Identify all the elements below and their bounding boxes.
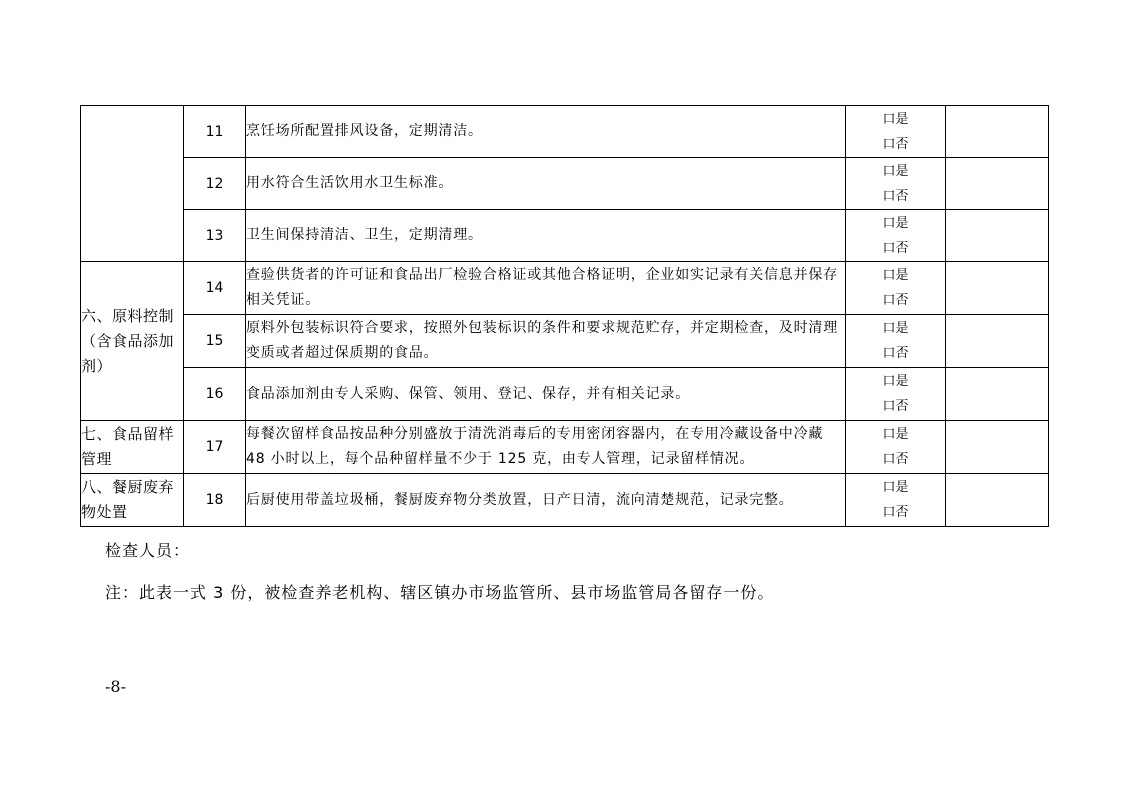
yes-no-options — [846, 210, 946, 262]
option-no[interactable]: 口否 — [882, 293, 909, 308]
item-number: 14 — [184, 262, 246, 315]
table-row — [81, 158, 1049, 210]
remarks-cell — [946, 368, 1049, 421]
remarks-cell — [946, 158, 1049, 210]
option-yes[interactable]: 口是 — [882, 427, 909, 442]
footnote: 注：此表一式 3 份，被检查养老机构、辖区镇办市场监管所、县市场监管局各留存一份。 — [105, 583, 775, 602]
option-no[interactable]: 口否 — [882, 188, 909, 204]
yes-no-options — [846, 474, 946, 527]
option-yes[interactable]: 口是 — [882, 163, 909, 179]
inspection-checklist-table — [80, 105, 1049, 527]
page-number: -8- — [105, 677, 126, 696]
remarks-cell — [946, 210, 1049, 262]
table-row — [81, 368, 1049, 421]
option-yes[interactable]: 口是 — [882, 321, 909, 336]
item-text: 烹饪场所配置排风设备，定期清洁。 — [246, 106, 846, 158]
option-yes[interactable]: 口是 — [882, 215, 909, 231]
item-number: 13 — [184, 210, 246, 262]
remarks-cell — [946, 262, 1049, 315]
table-row — [81, 210, 1049, 262]
option-no[interactable]: 口否 — [882, 505, 909, 520]
table-row — [81, 262, 1049, 315]
remarks-cell — [946, 474, 1049, 527]
yes-no-options — [846, 262, 946, 315]
yes-no-options — [846, 421, 946, 474]
option-no[interactable]: 口否 — [882, 452, 909, 467]
item-number: 16 — [184, 368, 246, 421]
item-number: 12 — [184, 158, 246, 210]
option-yes[interactable]: 口是 — [882, 480, 909, 495]
table-row — [81, 106, 1049, 158]
item-number: 11 — [184, 106, 246, 158]
item-text: 后厨使用带盖垃圾桶，餐厨废弃物分类放置，日产日清，流向清楚规范，记录完整。 — [246, 474, 846, 527]
option-yes[interactable]: 口是 — [882, 268, 909, 283]
item-text: 查验供货者的许可证和食品出厂检验合格证或其他合格证明，企业如实记录有关信息并保存相关凭证。 — [246, 262, 846, 315]
option-no[interactable]: 口否 — [882, 240, 909, 256]
table-row — [81, 474, 1049, 527]
yes-no-options — [846, 315, 946, 368]
table-row — [81, 421, 1049, 474]
item-text: 原料外包装标识符合要求，按照外包装标识的条件和要求规范贮存，并定期检查，及时清理变质或者超过保质期的食品。 — [246, 315, 846, 368]
remarks-cell — [946, 421, 1049, 474]
item-number: 18 — [184, 474, 246, 527]
category-cell: 六、原料控制（含食品添加剂） — [81, 262, 184, 421]
option-no[interactable]: 口否 — [882, 136, 909, 152]
inspector-label: 检查人员： — [105, 541, 191, 560]
category-cell — [81, 106, 184, 262]
category-cell: 八、餐厨废弃物处置 — [81, 474, 184, 527]
category-cell: 七、食品留样管理 — [81, 421, 184, 474]
table-row — [81, 315, 1049, 368]
option-yes[interactable]: 口是 — [882, 111, 909, 127]
remarks-cell — [946, 106, 1049, 158]
option-no[interactable]: 口否 — [882, 399, 909, 414]
item-text: 每餐次留样食品按品种分别盛放于清洗消毒后的专用密闭容器内，在专用冷藏设备中冷藏 48 小时以上，每个品种留样量不少于 125 克，由专人管理，记录留样情况。 — [246, 421, 846, 474]
option-yes[interactable]: 口是 — [882, 374, 909, 389]
item-text: 卫生间保持清洁、卫生，定期清理。 — [246, 210, 846, 262]
option-no[interactable]: 口否 — [882, 346, 909, 361]
item-text: 食品添加剂由专人采购、保管、领用、登记、保存，并有相关记录。 — [246, 368, 846, 421]
remarks-cell — [946, 315, 1049, 368]
item-number: 17 — [184, 421, 246, 474]
yes-no-options — [846, 368, 946, 421]
item-number: 15 — [184, 315, 246, 368]
yes-no-options — [846, 106, 946, 158]
yes-no-options — [846, 158, 946, 210]
item-text: 用水符合生活饮用水卫生标准。 — [246, 158, 846, 210]
